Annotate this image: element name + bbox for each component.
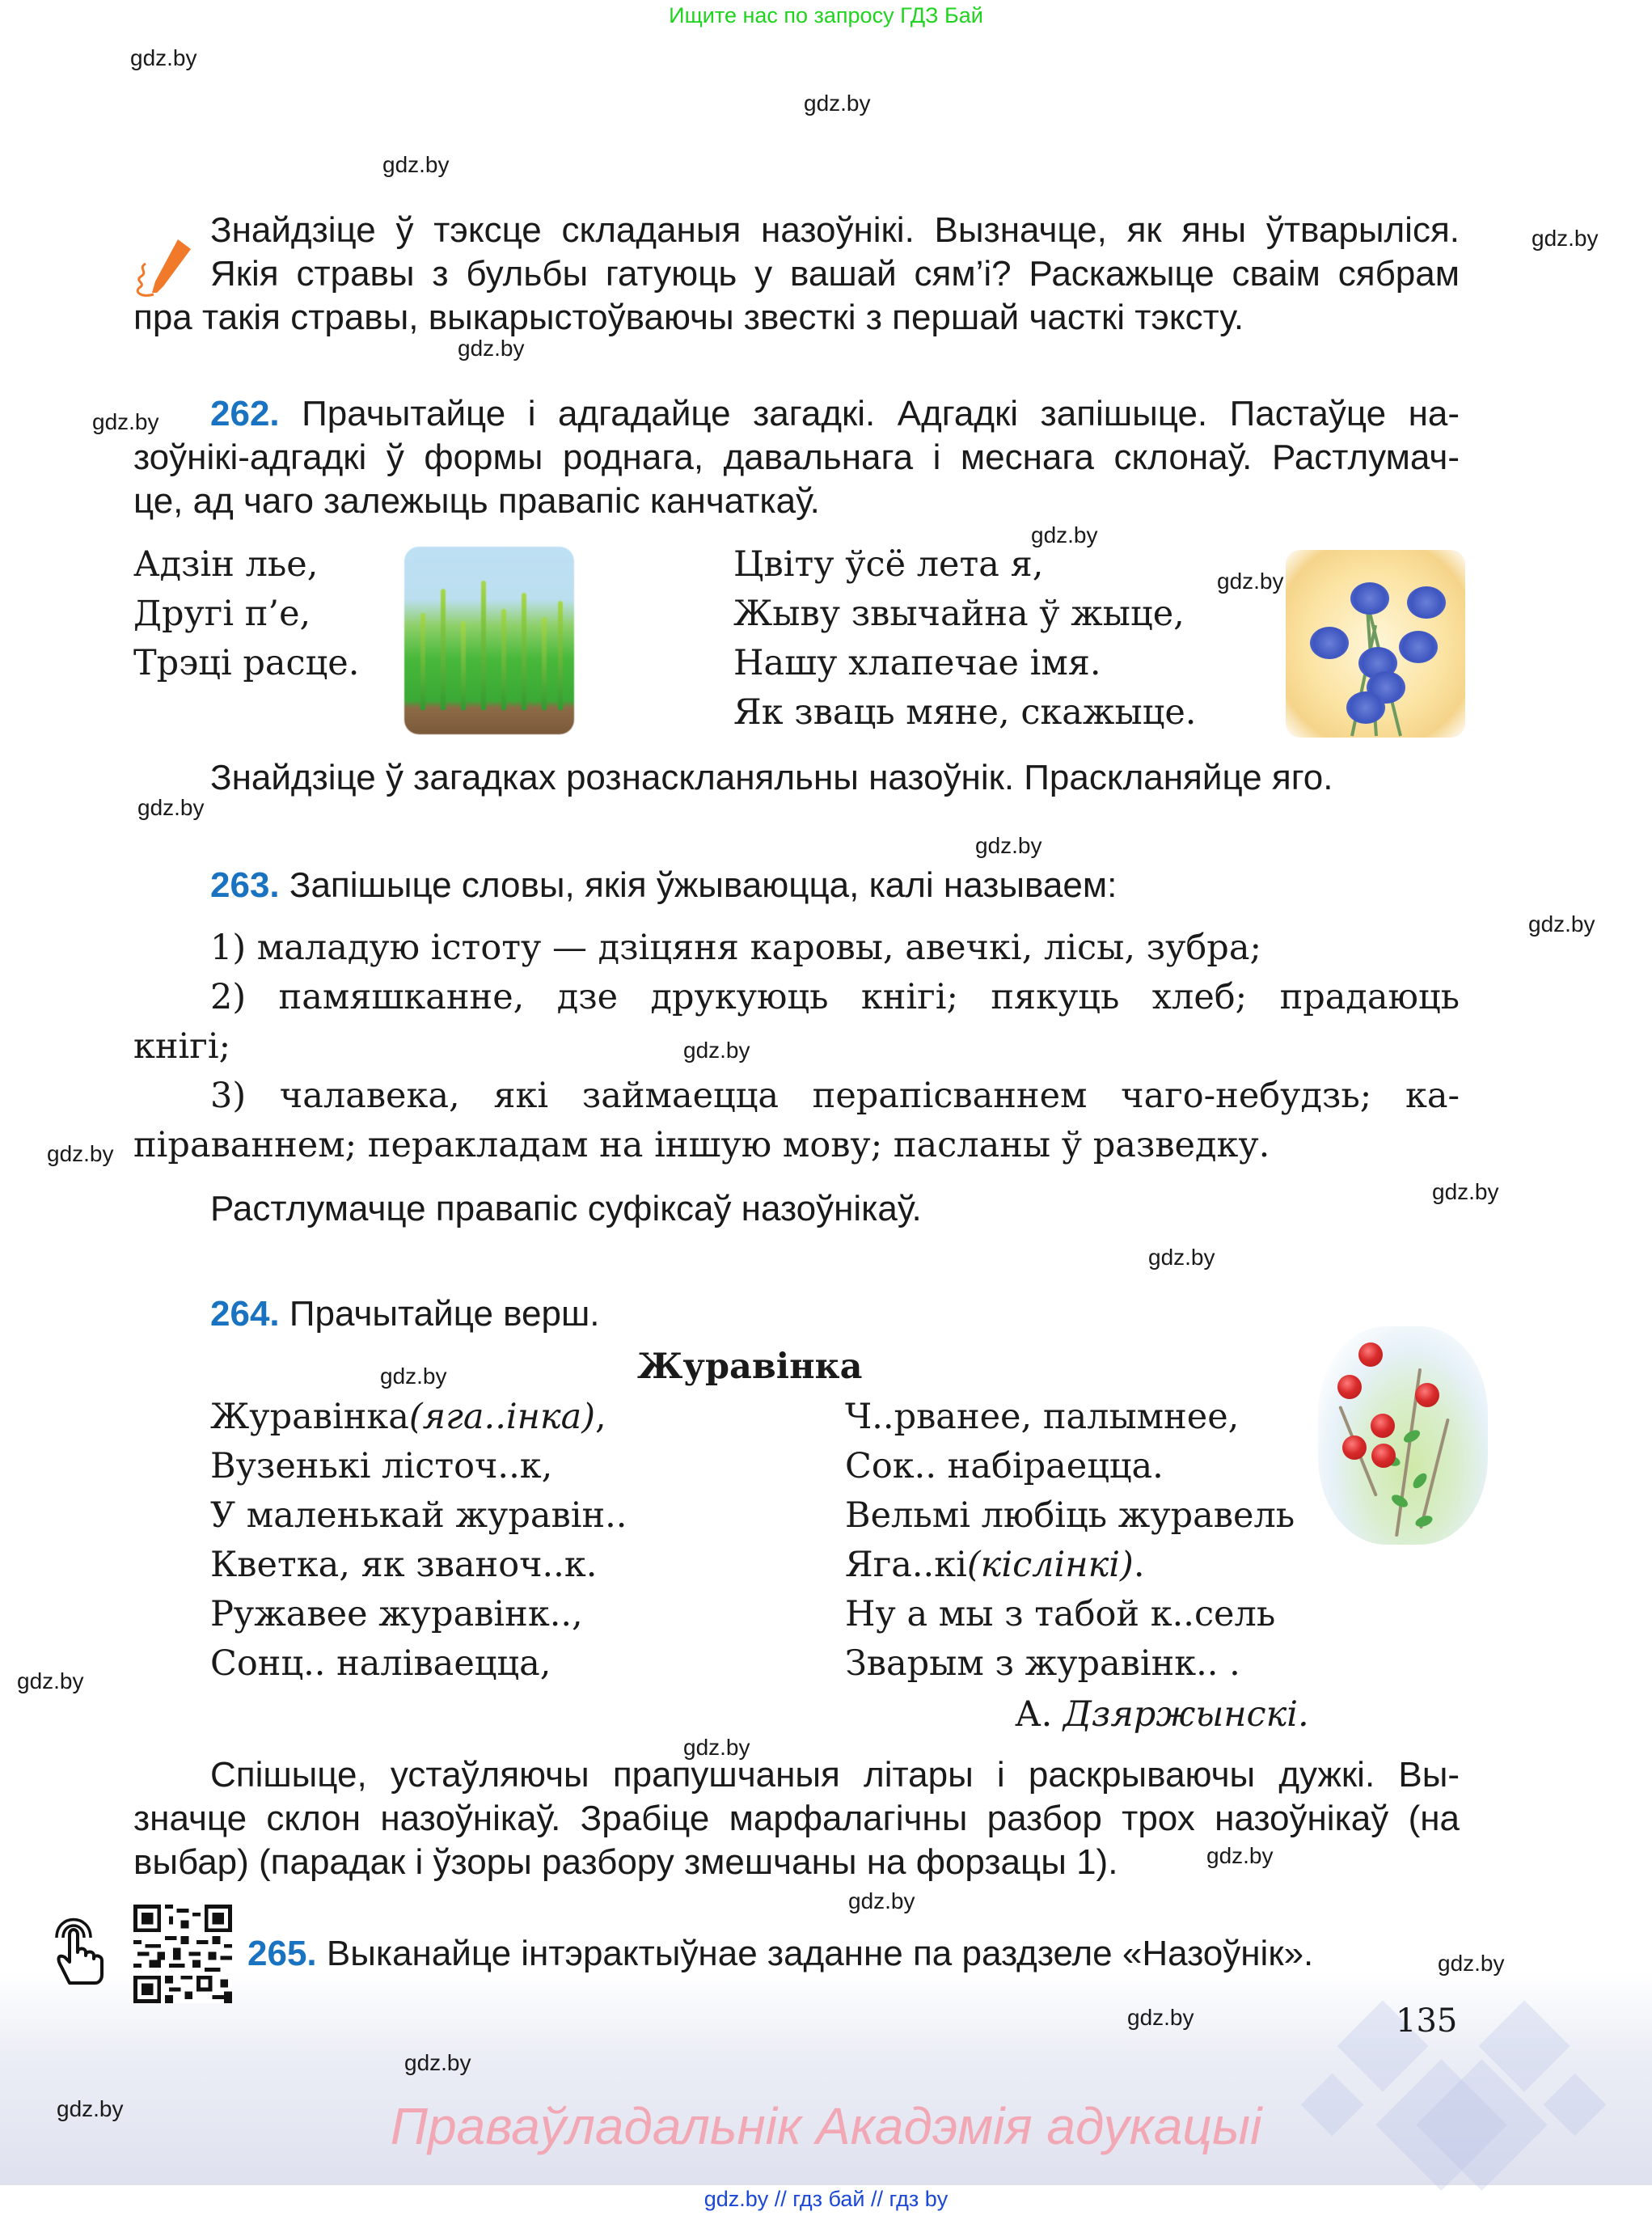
list-item-cont: кнігі;: [133, 1026, 231, 1067]
touch-hand-icon[interactable]: [50, 1910, 107, 1988]
search-banner-link[interactable]: Ищите нас по запросу ГДЗ Бай: [669, 3, 983, 27]
exercise-263: [133, 864, 1460, 907]
gdz-watermark: gdz.by: [1432, 1179, 1499, 1204]
exercise-263-items: [133, 924, 1460, 1170]
exercise-text: Прачытайце верш.: [289, 1294, 600, 1334]
intro-task-tail: [133, 296, 1460, 340]
exercise-text: Знайдзіце ў загадках рознаскланяльны назоўнік. Праскланяйце яго.: [210, 758, 1333, 797]
poem-title: Журавінка: [637, 1347, 863, 1387]
gdz-watermark: gdz.by: [1528, 911, 1595, 937]
copyright-watermark: Праваўладальнік Акадэмія адукацыі: [390, 2097, 1262, 2155]
page-number: 135: [1396, 2002, 1458, 2040]
poem-line: Ну а мы з табой к..сель: [845, 1594, 1276, 1634]
poem-line: Журавінка(яга..інка),: [210, 1397, 606, 1437]
list-item: 3) чалавека, які займаецца перапісваннем чаго-небудзь; ка-: [210, 1076, 1460, 1116]
exercise-number: 265.: [247, 1934, 317, 1973]
intro-task-line: пра такія стравы, выкарыстоўваючы звесткі з першай часткі тэксту.: [133, 298, 1244, 337]
riddle-line: Трэці расце.: [133, 643, 360, 683]
gdz-watermark: gdz.by: [683, 1038, 750, 1063]
exercise-262: [133, 392, 1460, 523]
exercise-text: значце склон назоўнікаў. Зрабіце марфалагічны разбор трох назоўнікаў (на: [133, 1799, 1460, 1838]
intro-task-line: Знайдзіце ў тэксце складаныя назоўнікі. Вызначце, як яны ўтварыліся.: [210, 210, 1460, 250]
gdz-watermark: gdz.by: [1438, 1951, 1505, 1976]
riddle-line: Адзін лье,: [133, 544, 319, 585]
exercise-text: зоўнікі-адгадкі ў формы роднага, давальнага і меснага склонаў. Растлумач-: [133, 438, 1460, 477]
gdz-watermark: gdz.by: [1206, 1843, 1274, 1868]
poem-author: А. Дзяржынскі.: [1015, 1694, 1309, 1735]
cornflower-illustration: [1286, 550, 1465, 738]
poem-line: Кветка, як званоч..к.: [210, 1545, 598, 1585]
riddle-2: [733, 540, 1196, 738]
gdz-watermark: gdz.by: [404, 2050, 471, 2075]
exercise-263-followup: [133, 1187, 1460, 1231]
intro-task-line: Якія стравы з бульбы гатуюць у вашай сям’і? Раскажыце сваім сябрам: [210, 254, 1460, 294]
poem-line: Ч..рванее, палымнее,: [845, 1397, 1240, 1437]
exercise-number: 264.: [210, 1294, 280, 1334]
gdz-watermark: gdz.by: [380, 1364, 447, 1389]
gdz-watermark: gdz.by: [92, 409, 159, 434]
riddle-1: [133, 540, 359, 688]
gdz-watermark: gdz.by: [1217, 569, 1284, 594]
gdz-watermark: gdz.by: [137, 795, 205, 820]
gdz-watermark: gdz.by: [804, 91, 871, 116]
gdz-watermark: gdz.by: [458, 336, 525, 361]
gdz-watermark: gdz.by: [47, 1141, 114, 1166]
gdz-watermark: gdz.by: [382, 152, 450, 177]
exercise-text: Растлумачце правапіс суфіксаў назоўнікаў.: [210, 1189, 922, 1228]
poem-line: Вельмі любіць журавель: [845, 1495, 1295, 1536]
footer-links[interactable]: gdz.by // гдз бай // гдз by: [703, 2187, 949, 2211]
gdz-watermark: gdz.by: [17, 1668, 84, 1693]
riddle-line: Як зваць мяне, скажыце.: [733, 692, 1197, 733]
list-item: 2) памяшканне, дзе друкуюць кнігі; пякуць хлеб; прадаюць: [210, 977, 1460, 1017]
exercise-262-followup: [133, 756, 1460, 800]
poem-line: Яга..кі(кіслінкі).: [845, 1545, 1145, 1585]
cranberry-illustration: [1318, 1326, 1488, 1545]
qr-code[interactable]: [133, 1905, 232, 2003]
gdz-watermark: gdz.by: [683, 1735, 750, 1760]
poem-line: Вузенькі лісточ..к,: [210, 1446, 553, 1486]
poem-line: Сок.. набіраецца.: [845, 1446, 1164, 1486]
exercise-265: [247, 1932, 1313, 1976]
exercise-text: Запішыце словы, якія ўжываюцца, калі называем:: [289, 865, 1118, 905]
exercise-text: выбар) (парадак і ўзоры разбору змешчаны на форзацы 1).: [133, 1842, 1118, 1882]
riddle-line: Другі п’е,: [133, 594, 311, 634]
gdz-watermark: gdz.by: [57, 2096, 124, 2121]
exercise-number: 262.: [210, 394, 280, 433]
gdz-watermark: gdz.by: [1127, 2005, 1194, 2030]
exercise-264: [133, 1292, 1460, 1336]
list-item-cont: піраваннем; перакладам на іншую мову; пасланы ў разведку.: [133, 1125, 1270, 1165]
intro-task: [210, 209, 1460, 296]
riddle-line: Нашу хлапечае імя.: [733, 643, 1101, 683]
gdz-watermark: gdz.by: [848, 1888, 915, 1913]
gdz-watermark: gdz.by: [975, 833, 1042, 858]
grass-rain-illustration: [404, 547, 574, 734]
poem-left-column: [210, 1393, 627, 1689]
gdz-watermark: gdz.by: [130, 45, 197, 70]
poem-line: Сонц.. наліваецца,: [210, 1643, 551, 1684]
exercise-number: 263.: [210, 865, 280, 905]
gdz-watermark: gdz.by: [1031, 522, 1098, 548]
exercise-text: це, ад чаго залежыць правапіс канчаткаў.: [133, 481, 820, 521]
exercise-text: Выканайце інтэрактыўнае заданне па раздзеле «Назоўнік».: [326, 1934, 1314, 1973]
gdz-watermark: gdz.by: [1148, 1245, 1215, 1270]
gdz-watermark: gdz.by: [1532, 226, 1599, 251]
poem-right-column: [845, 1393, 1295, 1689]
poem-line: У маленькай журавін..: [210, 1495, 627, 1536]
exercise-text: Прачытайце і адгадайце загадкі. Адгадкі запішыце. Пастаўце на-: [302, 394, 1460, 433]
riddle-line: Цвіту ўсё лета я,: [733, 544, 1044, 585]
riddle-line: Жыву звычайна ў жыце,: [733, 594, 1185, 634]
poem-line: Зварым з журавінк.. .: [845, 1643, 1240, 1684]
poem-line: Ружавее журавінк..,: [210, 1594, 583, 1634]
list-item: 1) маладую істоту — дзіцяня каровы, авечкі, лісы, зубра;: [210, 928, 1261, 968]
exercise-text: Спішыце, устаўляючы прапушчаныя літары і раскрываючы дужкі. Вы-: [210, 1755, 1460, 1795]
pen-icon: [131, 236, 196, 302]
